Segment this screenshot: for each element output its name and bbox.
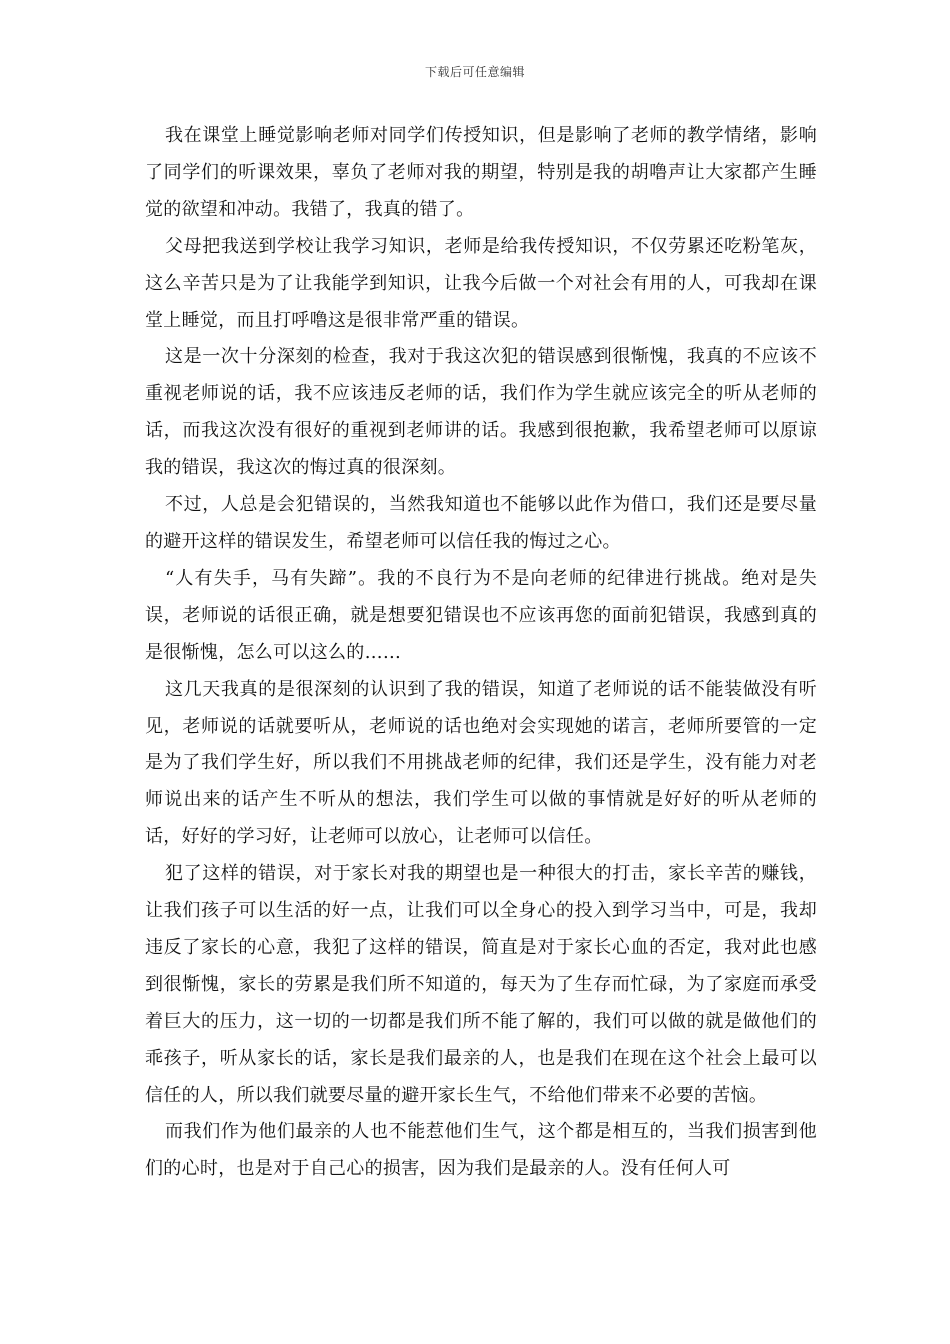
- paragraph-8: 而我们作为他们最亲的人也不能惹他们生气，这个都是相互的，当我们损害到他们的心时，也是对于自己心的损害，因为我们是最亲的人。没有任何人可: [145, 1121, 817, 1180]
- paragraph-3: 这是一次十分深刻的检查，我对于我这次犯的错误感到很惭愧，我真的不应该不重视老师说的话，我不应该违反老师的话，我们作为学生就应该完全的听从老师的话，而我这次没有很好的重视到老师讲的话。我感到很抱歉，我希望老师可以原谅我的错误，我这次的悔过真的很深刻。: [145, 346, 817, 479]
- paragraph-1: 我在课堂上睡觉影响老师对同学们传授知识，但是影响了老师的教学情绪，影响了同学们的听课效果，辜负了老师对我的期望，特别是我的胡噜声让大家都产生睡觉的欲望和冲动。我错了，我真的错了。: [145, 125, 817, 220]
- paragraph-2: 父母把我送到学校让我学习知识，老师是给我传授知识，不仅劳累还吃粉笔灰，这么辛苦只是为了让我能学到知识，让我今后做一个对社会有用的人，可我却在课堂上睡觉，而且打呼噜这是很非常严重的错误。: [145, 235, 817, 331]
- paragraph-4: 不过，人总是会犯错误的，当然我知道也不能够以此作为借口，我们还是要尽量的避开这样的错误发生，希望老师可以信任我的悔过之心。: [145, 494, 817, 552]
- paragraph-7: 犯了这样的错误，对于家长对我的期望也是一种很大的打击，家长辛苦的赚钱，让我们孩子可以生活的好一点，让我们可以全身心的投入到学习当中，可是，我却违反了家长的心意，我犯了这样的错误，简直是对于家长心血的否定，我对此也感到很惭愧，家长的劳累是我们所不知道的，每天为了生存而忙碌，为了家庭而承受着巨大的压力，这一切的一切都是我们所不能了解的，我们可以做的就是做他们的乖孩子，听从家长的话，家长是我们最亲的人，也是我们在现在这个社会上最可以信任的人，所以我们就要尽量的避开家长生气，不给他们带来不必要的苦恼。: [145, 863, 817, 1106]
- paragraph-6: 这几天我真的是很深刻的认识到了我的错误，知道了老师说的话不能装做没有听见，老师说的话就要听从，老师说的话也绝对会实现她的诺言，老师所要管的一定是为了我们学生好，所以我们不用挑战老师的纪律，我们还是学生，没有能力对老师说出来的话产生不听从的想法，我们学生可以做的事情就是好好的听从老师的话，好好的学习好，让老师可以放心，让老师可以信任。: [145, 678, 817, 848]
- paragraph-5: “人有失手，马有失蹄”。我的不良行为不是向老师的纪律进行挑战。绝对是失误，老师说的话很正确，就是想要犯错误也不应该再您的面前犯错误，我感到真的是很惭愧，怎么可以这么的……: [145, 567, 817, 663]
- page-header: 下载后可任意编辑: [424, 65, 525, 79]
- document-body: [145, 118, 817, 1188]
